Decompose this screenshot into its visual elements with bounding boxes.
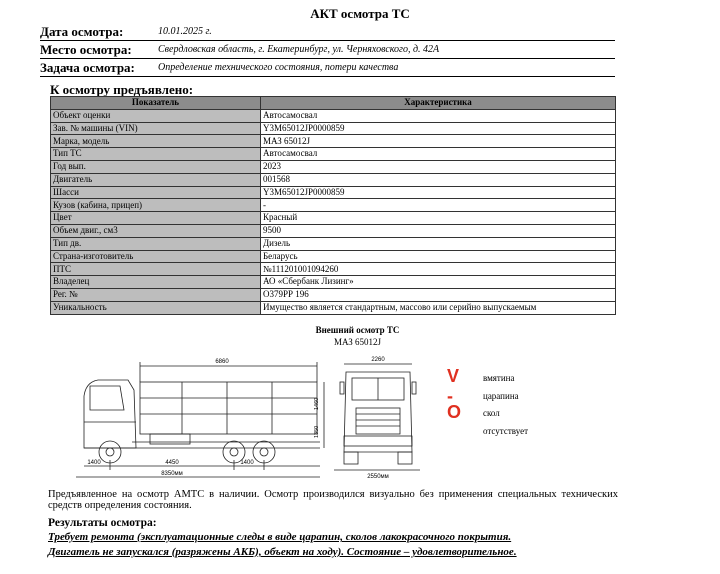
row-key: Цвет	[51, 212, 261, 225]
table-row	[51, 173, 616, 186]
legend-dent-label: вмятина	[483, 373, 515, 383]
place-row	[40, 41, 615, 59]
dim-top-width: 2260	[371, 357, 385, 363]
table-row	[51, 250, 616, 263]
table-row	[51, 199, 616, 212]
section-title: К осмотру предъявлено:	[50, 82, 194, 97]
table-row	[51, 122, 616, 135]
table-row	[51, 224, 616, 237]
row-value: Дизель	[261, 237, 616, 250]
row-key: Рег. №	[51, 288, 261, 301]
row-key: Шасси	[51, 186, 261, 199]
row-key: Уникальность	[51, 301, 261, 314]
col-header-value: Характеристика	[261, 97, 616, 110]
row-key: Страна-изготовитель	[51, 250, 261, 263]
col-header-param: Показатель	[51, 97, 261, 110]
row-value: Автосамосвал	[261, 148, 616, 161]
row-value: 9500	[261, 224, 616, 237]
row-value: 001568	[261, 173, 616, 186]
dim-front: 1400	[87, 460, 101, 466]
inspection-title: Внешний осмотр ТС	[315, 325, 400, 335]
row-value: АО «Сбербанк Лизинг»	[261, 276, 616, 289]
row-value: Имущество является стандартным, массово или серийно выпускаемым	[261, 301, 616, 314]
dim-bottom-width: 2550мм	[367, 474, 389, 480]
dim-rear-axle: 1400	[240, 460, 254, 466]
row-value: МАЗ 65012J	[261, 135, 616, 148]
row-key: Тип ТС	[51, 148, 261, 161]
legend-dent-icon: V	[447, 366, 460, 386]
row-key: Объект оценки	[51, 109, 261, 122]
row-key: Объем двиг., см3	[51, 224, 261, 237]
row-value: О379РР 196	[261, 288, 616, 301]
row-value: Красный	[261, 212, 616, 225]
legend-chip-icon: O	[447, 402, 462, 422]
row-key: Двигатель	[51, 173, 261, 186]
table-row	[51, 109, 616, 122]
dim-total: 8350мм	[161, 471, 183, 477]
table-row	[51, 148, 616, 161]
row-key: Марка, модель	[51, 135, 261, 148]
row-value: Y3M65012JP0000859	[261, 186, 616, 199]
truck-front-drawing	[330, 352, 425, 484]
date-label: Дата осмотра:	[40, 24, 124, 39]
row-value: Автосамосвал	[261, 109, 616, 122]
row-value: №111201001094260	[261, 263, 616, 276]
row-key: Год вып.	[51, 160, 261, 173]
inspection-model: МАЗ 65012J	[333, 337, 382, 347]
table-row	[51, 288, 616, 301]
table-row	[51, 237, 616, 250]
spec-table	[50, 96, 616, 315]
inspection-note: Предъявленное на осмотр АМТС в наличии. Осмотр производился визуально без применения специальных технических средств определения состояния.	[48, 489, 618, 511]
document-title: АКТ осмотра ТС	[310, 6, 410, 21]
results-line-2: Двигатель не запускался (разряжены АКБ), объект на ходу). Состояние – удовлетворительное.	[48, 546, 517, 558]
legend-scratch-icon: -	[447, 386, 453, 406]
table-row	[51, 212, 616, 225]
row-key: ПТС	[51, 263, 261, 276]
legend-chip-label: скол	[483, 408, 500, 418]
table-row	[51, 135, 616, 148]
legend-missing-label: отсутствует	[483, 426, 529, 436]
row-key: Тип дв.	[51, 237, 261, 250]
task-row	[40, 59, 615, 77]
row-value: -	[261, 199, 616, 212]
dim-body: 6860	[215, 359, 229, 365]
task-value: Определение технического состояния, потери качества	[158, 62, 399, 73]
row-value: Y3M65012JP0000859	[261, 122, 616, 135]
place-value: Свердловская область, г. Екатеринбург, ул. Черняховского, д. 42А	[158, 44, 440, 55]
table-row	[51, 160, 616, 173]
row-key: Зав. № машины (VIN)	[51, 122, 261, 135]
table-row	[51, 186, 616, 199]
task-label: Задача осмотра:	[40, 60, 135, 75]
results-line-1: Требует ремонта (эксплуатационные следы в виде царапин, сколов лакокрасочного покрытия.	[48, 531, 512, 543]
table-row	[51, 263, 616, 276]
legend-scratch-label: царапина	[483, 391, 519, 401]
date-row	[40, 23, 615, 41]
table-row	[51, 301, 616, 314]
dim-height: 1460	[314, 397, 320, 410]
table-header-row	[51, 97, 616, 110]
dim-wheelbase: 4450	[165, 460, 179, 466]
results-title: Результаты осмотра:	[48, 517, 157, 529]
dim-h2: 1350	[314, 425, 320, 438]
place-label: Место осмотра:	[40, 42, 132, 57]
row-value: 2023	[261, 160, 616, 173]
date-value: 10.01.2025 г.	[158, 26, 212, 37]
row-value: Беларусь	[261, 250, 616, 263]
truck-side-drawing	[72, 352, 332, 484]
table-row	[51, 276, 616, 289]
row-key: Владелец	[51, 276, 261, 289]
row-key: Кузов (кабина, прицеп)	[51, 199, 261, 212]
